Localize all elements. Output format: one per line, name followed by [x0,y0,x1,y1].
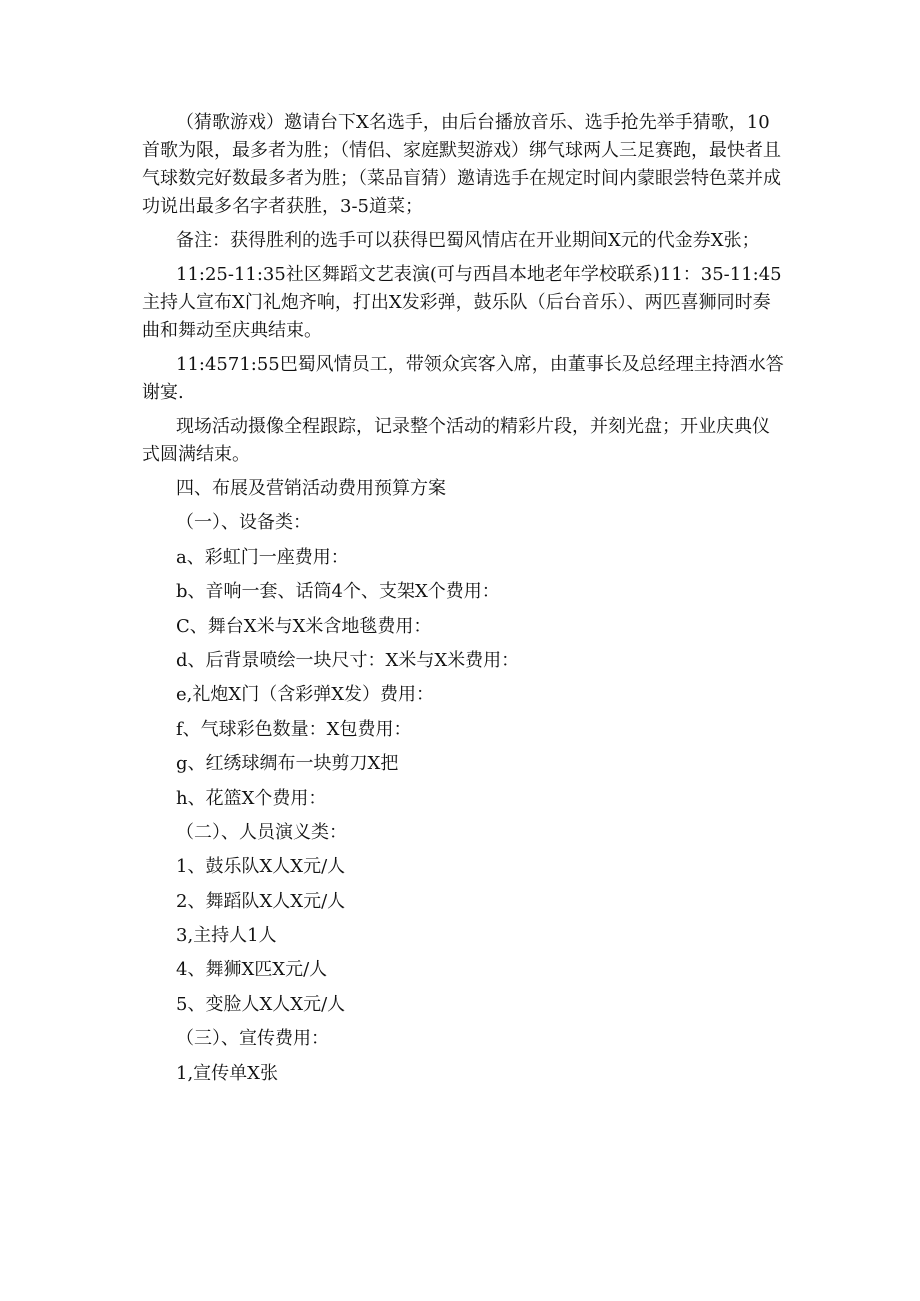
list-item: e,礼炮X门（含彩弹X发）费用： [176,684,435,706]
list-item: h、花篮X个费用： [176,787,327,809]
list-item: 2、舞蹈队X人X元/人 [176,890,346,912]
list-item: 3,主持人1人 [176,925,277,947]
subheading-equipment: （一）、设备类： [176,512,311,534]
paragraph-games: （猜歌游戏）邀请台下X名选手，由后台播放音乐、选手抢先举手猜歌，10首歌为限，最多者为胜；（情侣、家庭默契游戏）绑气球两人三足赛跑，最快者且气球数完好数最多者为胜；（菜品盲猜）邀请选手在规定时间内蒙眼尝特色菜并成功说出最多名字者获胜，3-5道菜； [142,112,781,217]
list-item: b、音响一套、话筒4个、支架X个费用： [176,581,500,603]
list-item: 4、舞狮X匹X元/人 [176,959,328,981]
list-item: 5、变脸人X人X元/人 [176,993,346,1015]
list-item: 1、鼓乐队X人X元/人 [176,856,346,878]
paragraph-banquet: 11:4571:55巴蜀风情员工，带领众宾客入席，由董事长及总经理主持酒水答谢宴. [142,354,784,403]
list-item: 1,宣传单X张 [176,1062,278,1084]
list-item: g、红绣球绸布一块剪刀X把 [176,753,399,775]
list-item: C、舞台X米与X米含地毯费用： [176,615,432,637]
paragraph-recording: 现场活动摄像全程跟踪，记录整个活动的精彩片段，并刻光盘；开业庆典仪式圆满结束。 [142,416,770,465]
subheading-publicity: （三）、宣传费用： [176,1028,329,1050]
paragraph-performance: 11:25-11:35社区舞蹈文艺表演(可与西昌本地老年学校联系)11：35-11:45主持人宣布X门礼炮齐响，打出X发彩弹，鼓乐队（后台音乐）、两匹喜狮同时奏曲和舞动至庆典结束。 [142,264,782,341]
list-item: f、气球彩色数量：X包费用： [176,718,412,740]
list-item: a、彩虹门一座费用： [176,546,349,568]
section-heading-budget: 四、布展及营销活动费用预算方案 [176,478,446,499]
list-item: d、后背景喷绘一块尺寸：X米与X米费用： [176,649,520,671]
document-body [142,109,786,1094]
paragraph-block [142,109,786,469]
paragraph-note: 备注：获得胜利的选手可以获得巴蜀风情店在开业期间X元的代金券X张； [176,230,760,251]
subheading-personnel: （二）、人员演义类： [176,821,347,843]
